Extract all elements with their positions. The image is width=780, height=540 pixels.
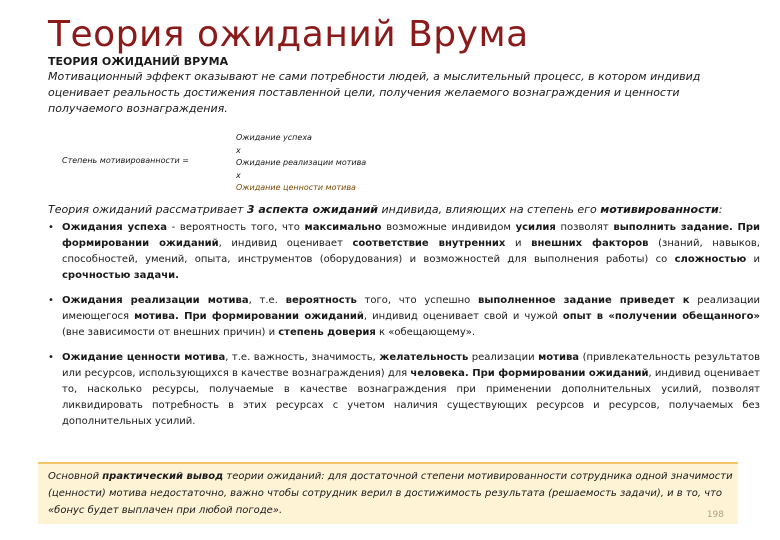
list-item: [48, 350, 760, 430]
aspects-post: :: [718, 203, 723, 216]
bullet-text-part: , индивид оценивает свой и чужой: [363, 311, 563, 322]
bullet-bold-text: Ожидание ценности мотива: [62, 352, 226, 363]
bullet-bold-text: человека. При формировании ожиданий: [410, 368, 649, 379]
bullet-text-part: реализации: [468, 352, 539, 363]
bullet-bold-text: мотива: [538, 352, 580, 363]
bullet-text-part: , т.е. важность, значимость,: [225, 352, 380, 363]
conclusion-bold: практический вывод: [102, 471, 224, 482]
bullet-bold-text: При формировании ожиданий: [62, 222, 761, 249]
aspects-list: [48, 220, 760, 439]
bullet-text-part: (привлекательность результатов или ресурсов, использующихся в качестве вознаграждения) для: [62, 352, 760, 379]
conclusion-text: [48, 468, 738, 519]
bullet-text-part: (вне зависимости от внешних причин) и: [62, 327, 279, 338]
bullet-bold-text: максимально: [304, 222, 382, 233]
intro-section: [48, 55, 748, 117]
intro-text: Мотивационный эффект оказывают не сами потребности людей, а мыслительный процесс, в котором индивид оценивает реальность достижения поставленной цели, получения желаемого вознаграждения и ценности получаемого вознаграждения.: [48, 70, 701, 115]
bullet-bold-text: степень доверия: [278, 327, 376, 338]
bullet-text-part: (знаний, навыков, способностей, умений, опыта, инструментов (оборудования) и возможностей для выполнения работы) со: [62, 238, 760, 265]
page-title: Теория ожиданий Врума: [48, 14, 529, 55]
bullet-text: [62, 295, 760, 338]
bullet-text: [62, 222, 760, 281]
intro-heading: ТЕОРИЯ ОЖИДАНИЙ ВРУМА: [48, 55, 229, 68]
aspects-paragraph: [48, 202, 758, 218]
bullet-bold-text: срочностью задачи.: [62, 270, 179, 281]
bullet-text-part: , т.е.: [248, 295, 286, 306]
bullet-icon: •: [48, 295, 54, 306]
bullet-icon: •: [48, 352, 54, 363]
bullet-bold-text: Ожидания успеха: [62, 222, 167, 233]
bullet-bold-text: выполнить задание.: [613, 222, 733, 233]
aspects-pre: Теория ожиданий рассматривает: [48, 203, 247, 216]
bullet-bold-text: желательность: [379, 352, 469, 363]
aspects-bold-1: 3 аспекта ожиданий: [246, 203, 379, 216]
bullet-bold-text: внешних факторов: [531, 238, 649, 249]
list-item: [48, 293, 760, 341]
formula-lhs: Степень мотивированности =: [62, 156, 189, 165]
formula-term-realization: Ожидание реализации мотива: [236, 158, 367, 167]
bullet-text: [62, 352, 760, 427]
bullet-bold-text: опыт в «получении обещанного»: [562, 311, 760, 322]
formula-times-2: x: [236, 170, 241, 180]
aspects-mid: индивида, влияющих на степень его: [378, 203, 601, 216]
bullet-text-part: , индивид оценивает: [218, 238, 353, 249]
bullet-bold-text: соответствие внутренних: [352, 238, 506, 249]
bullet-bold-text: Ожидания реализации мотива: [62, 295, 249, 306]
conclusion-box: [38, 462, 738, 524]
formula-term-success: Ожидание успеха: [236, 133, 312, 142]
bullet-bold-text: усилия: [515, 222, 556, 233]
formula-term-value: Ожидание ценности мотива: [236, 183, 356, 192]
bullet-bold-text: сложностью: [674, 254, 747, 265]
aspects-bold-2: мотивированности: [600, 203, 719, 216]
bullet-text-part: - вероятность того, что: [166, 222, 305, 233]
page-number: 198: [706, 510, 724, 520]
bullet-text-part: к «обещающему».: [375, 327, 476, 338]
conclusion-pre: Основной: [48, 471, 103, 482]
bullet-bold-text: выполненное задание приведет к: [478, 295, 690, 306]
bullet-bold-text: мотива. При формировании ожиданий: [134, 311, 364, 322]
motivation-formula: [62, 132, 462, 194]
bullet-icon: •: [48, 222, 54, 233]
bullet-text-part: реализации имеющегося: [62, 295, 760, 322]
conclusion-post: теории ожиданий: для достаточной степени мотивированности сотрудника одной значимости (ценности) мотива недостаточно, важно чтобы сотрудник верил в достижимость результата (решаемость задачи), и в то, что «бонус будет выплачен при любой погоде».: [48, 471, 733, 516]
bullet-text-part: возможные индивидом: [381, 222, 516, 233]
bullet-text-part: , индивид оценивает то, насколько ресурсы, получаемые в качестве вознаграждения при применении дополнительных усилий, позволят ликвидировать потребность в этих ресурсах с учетом наличия существующих ресурсов и ресурсов, получаемых без дополнительных усилий.: [62, 368, 761, 427]
bullet-text-part: и: [746, 254, 761, 265]
formula-times-1: x: [236, 145, 241, 155]
bullet-text-part: того, что успешно: [356, 295, 479, 306]
formula-rhs: [236, 132, 366, 195]
bullet-bold-text: вероятность: [285, 295, 357, 306]
bullet-text-part: позволят: [555, 222, 614, 233]
list-item: [48, 220, 760, 284]
bullet-text-part: и: [505, 238, 532, 249]
